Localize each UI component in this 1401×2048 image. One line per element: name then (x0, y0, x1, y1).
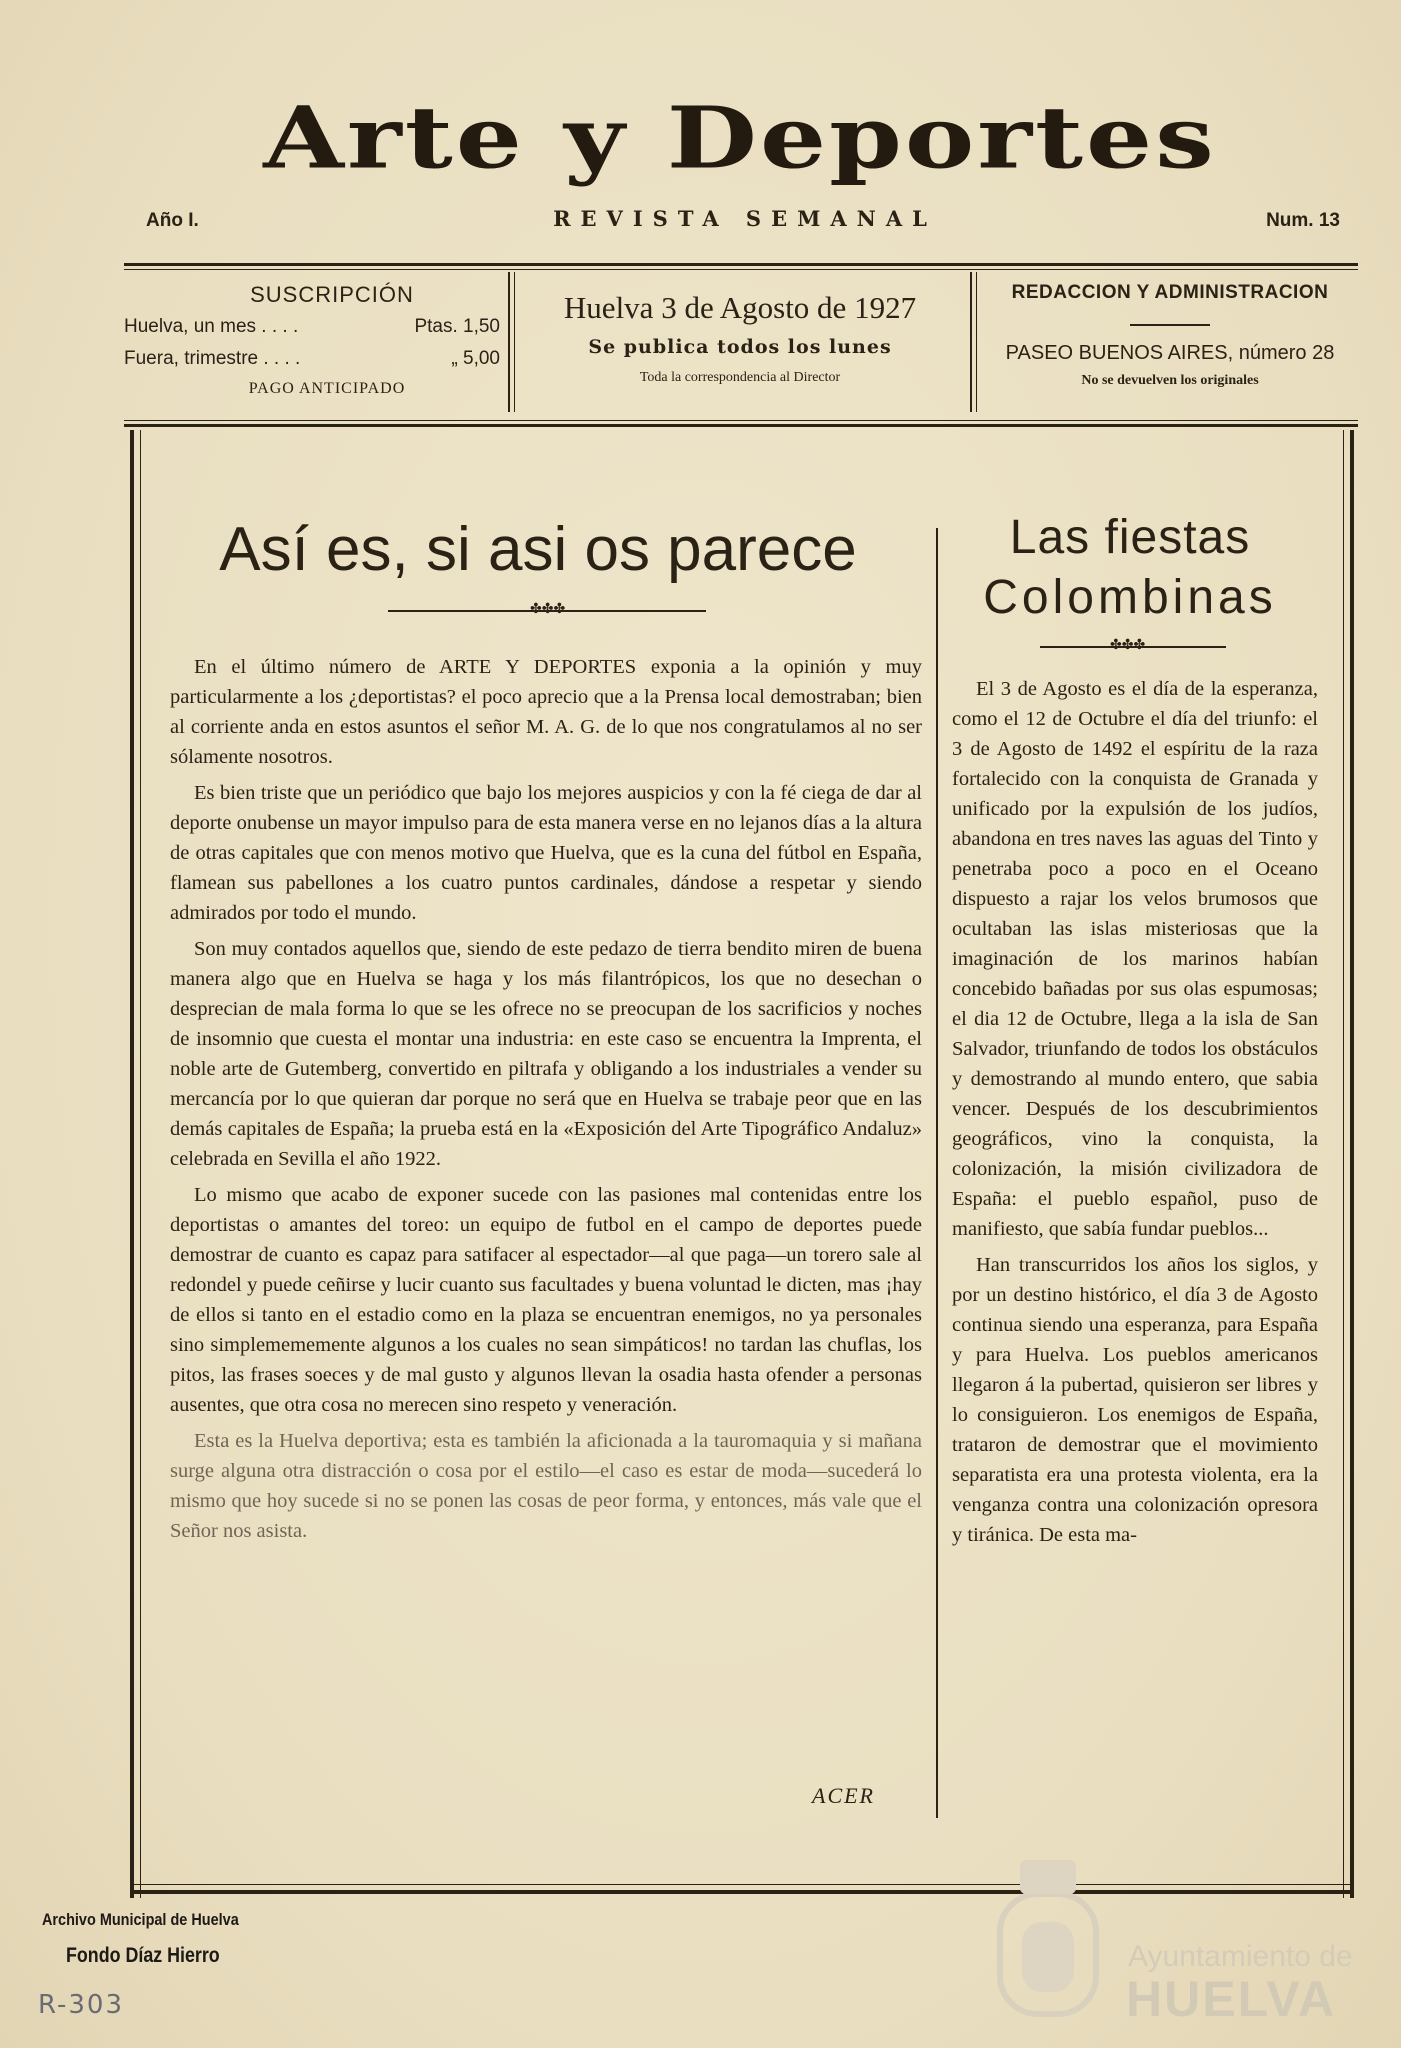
header-divider-right-2 (976, 272, 977, 412)
issue-year: Año I. (146, 210, 199, 231)
subscription-outside-label: Fuera, trimestre . . . . (124, 348, 301, 369)
header-bottom-rule-thick (124, 424, 1358, 427)
header-divider-left-2 (514, 272, 515, 412)
subscription-title: SUSCRIPCIÓN (250, 282, 414, 307)
watermark-name: HUELVA (1126, 1971, 1337, 2027)
editorial-title: REDACCION Y ADMINISTRACION (1011, 282, 1329, 303)
header-top-rule-thin (124, 269, 1358, 270)
subscription-local-price: Ptas. 1,50 (414, 316, 500, 337)
right-paragraph-2: Han transcurridos los años los siglos, y por un destino histórico, el día 3 de Agosto continua siendo una esperanza, para España y para Huelva. Los pueblos americanos llegaron á la pubertad, quisieron ser libres y lo consiguieron. Los enemigos de España, trataron de demostrar que el movimiento separatista era una protesta violenta, era la venganza contra una colonización opresora y tiránica. De esta ma- (952, 1254, 1318, 1546)
correspondence-note: Toda la correspondencia al Director (639, 370, 841, 385)
masthead-subtitle: REVISTA SEMANAL (553, 206, 937, 231)
right-headline-line-2: Colombinas (983, 571, 1277, 624)
subscription-note: PAGO ANTICIPADO (248, 380, 406, 397)
frame-left-outer (130, 430, 134, 1898)
right-article-body (952, 674, 1318, 1556)
left-article-body (170, 652, 922, 1552)
right-ornament-mark: ✤✤✤ (1110, 638, 1146, 653)
right-headline-line-1: Las fiestas (1009, 511, 1251, 564)
left-paragraph-3: Son muy contados aquellos que, siendo de este pedazo de tierra bendito miren de buena manera algo que en Huelva se haga y los más filantrópicos, los que no desechan o desprecian de mala forma lo que se les ofrece no se preocupan de los sacrificios y noches de insomnio que cuesta el montar una industria: en este caso se encuentra la Imprenta, el noble arte de Gutemberg, convertido en piltrafa y obligando a los industriales a vender su mercancía por lo que quieran dar porque no será que en Huelva se trabaje peor que en las demás capitales de España; la prueba está en la «Exposición del Arte Tipográfico Andaluz» celebrada en Sevilla el año 1922. (170, 938, 922, 1170)
shelfmark: R-303 (38, 1990, 125, 2020)
editorial-ornament (1130, 324, 1210, 326)
subscription-line-local (124, 316, 500, 338)
publication-frequency: Se publica todos los lunes (588, 336, 892, 358)
frame-right-inner (1343, 430, 1344, 1898)
header-divider-right (970, 272, 972, 412)
left-paragraph-5: Esta es la Huelva deportiva; esta es también la aficionada a la tauromaquia y si mañana surge alguna otra distracción o cosa por el estilo—el caso es estar de moda—sucederá lo mismo que hoy sucede si no se ponen las cosas de peor forma, y entonces, más vale que el Señor nos asista. (170, 1430, 922, 1542)
left-paragraph-2: Es bien triste que un periódico que bajo los mejores auspicios y con la fé ciega de dar al deporte onubense un mayor impulso para de esta manera verse en no lejanos días a la altura de otras capitales que con menos motivo que Huelva, que es la cuna del fútbol en España, flamean sus pabellones a los cuatro puntos cardinales, dándose a respetar y siendo admirados por todo el mundo. (170, 782, 922, 924)
city-seal-watermark-icon (988, 1852, 1108, 2022)
date-box (520, 290, 960, 410)
left-paragraph-1: En el último número de ARTE Y DEPORTES exponia a la opinión y muy particularmente a los ¿deportistas? el poco aprecio que a la Prensa local demostraban; bien al corriente anda en estos asuntos el señor M. A. G. de lo que nos congratulamos al no ser sólamente nosotros. (170, 656, 922, 768)
subscription-line-outside (124, 348, 500, 370)
frame-right-outer (1350, 430, 1354, 1898)
right-paragraph-1: El 3 de Agosto es el día de la esperanza, como el 12 de Octubre el día del triunfo: el 3 de Agosto de 1492 el espíritu de la raza fortalecido con la conquista de Granada y unificado por la expulsión de los judíos, abandona en tres naves las aguas del Tinto y penetraba poco a poco en el Oceano dispuesto a rajar los velos brumosos que ocultaban las islas misteriosas que la imaginación de los marinos habían concebido bañadas por sus olas espumosas; el dia 12 de Octubre, llega a la isla de San Salvador, triunfando de todos los obstáculos y demostrando al mundo entero, que sabia vencer. Después de los descubrimientos geográficos, vino la conquista, la colonización, la misión civilizadora de España: el pueblo español, puso de manifiesto, que sabía fundar pueblos... (952, 678, 1318, 1240)
left-article-signature: ACER (812, 1783, 875, 1808)
masthead-title: Arte y Deportes (263, 87, 1217, 189)
frame-bottom-inner (130, 1884, 1354, 1885)
frame-left-inner (140, 430, 141, 1898)
watermark-label: Ayuntamiento de (1128, 1940, 1353, 1973)
header-top-rule (124, 263, 1358, 266)
left-ornament-mark: ✤✤✤ (530, 602, 566, 617)
subscription-local-label: Huelva, un mes . . . . (124, 316, 299, 337)
editorial-note: No se devuelven los originales (1081, 373, 1259, 388)
left-article-headline: Así es, si asi os parece (219, 515, 857, 584)
subscription-outside-price: „ 5,00 (451, 348, 500, 369)
frame-bottom-outer (130, 1890, 1354, 1894)
right-article-headline (930, 508, 1330, 628)
column-divider (936, 528, 938, 1818)
subscription-box (124, 282, 500, 410)
header-divider-left (508, 272, 510, 412)
editorial-address: PASEO BUENOS AIRES, número 28 (1005, 342, 1335, 364)
editorial-box (982, 282, 1358, 410)
archive-stamp-line-1: Archivo Municipal de Huelva (42, 1910, 239, 1929)
header-bottom-rule (124, 420, 1358, 421)
issue-number: Num. 13 (1266, 210, 1340, 231)
left-paragraph-4: Lo mismo que acabo de exponer sucede con las pasiones mal contenidas entre los deportistas o amantes del toreo: un equipo de futbol en el campo de deportes puede demostrar de cuanto es capaz para satifacer al espectador—al que paga—un torero sale al redondel y puede ceñirse y lucir cuanto sus facultades y buena voluntad le dicten, mas ¡hay de ellos si tanto en el estadio como en la plaza se encuentran enemigos, no ya personales sino simplemememente algunos a los cuales no sean simpáticos! no tardan las chuflas, los pitos, las frases soeces y de mal gusto y algunos llevan la osadia hasta ofender a personas ausentes, que otra cosa no merecen sino respeto y veneración. (170, 1184, 922, 1416)
masthead-subrow (140, 206, 1350, 236)
archive-stamp-line-2: Fondo Díaz Hierro (66, 1944, 220, 1967)
issue-date: Huelva 3 de Agosto de 1927 (563, 290, 917, 325)
